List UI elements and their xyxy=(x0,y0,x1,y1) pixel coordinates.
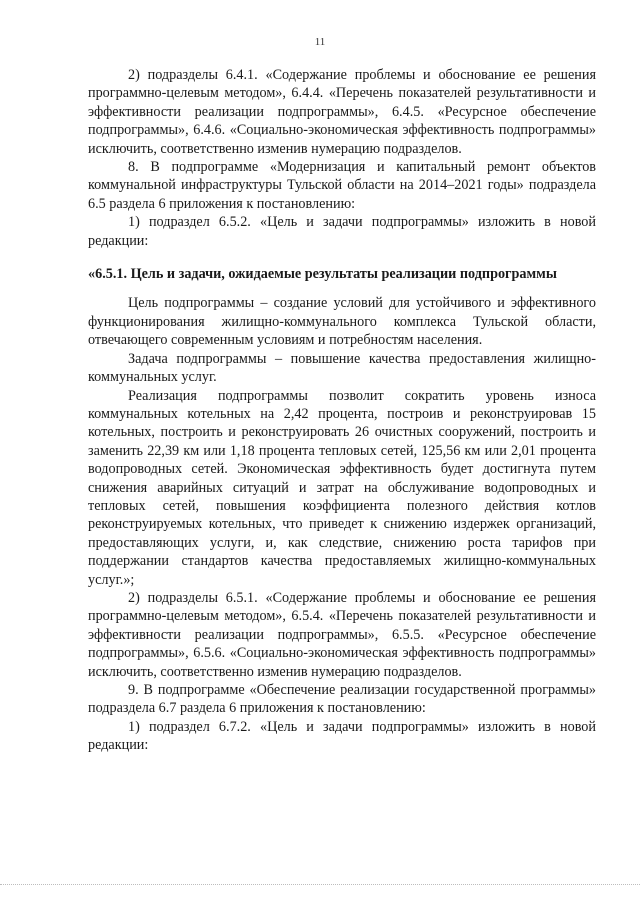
paragraph-subsection-6-5-2-new-edition: 1) подраздел 6.5.2. «Цель и задачи подпрограммы» изложить в новой редакции: xyxy=(88,214,596,249)
paragraph-subsection-6-7-2-new-edition: 1) подраздел 6.7.2. «Цель и задачи подпрограммы» изложить в новой редакции: xyxy=(88,718,596,754)
scan-edge-line xyxy=(0,884,640,885)
paragraph-item-8: 8. В подпрограмме «Модернизация и капитальный ремонт объектов коммунальной инфраструктуры Тульской области на 2014–2021 годы» подраздела 6.5 раздела 6 приложения к постановлению: xyxy=(88,159,596,212)
paragraph-implementation-results: Реализация подпрограммы позволит сократить уровень износа коммунальных котельных на 2,42 процента, построив и реконструировав 15 котельных, построить и реконструировать 26 очистных сооружений, построить и заменить 22,39 км или 1,18 процента тепловых сетей, 125,56 км или 2,01 процента водопроводных сетей. Экономическая эффективность будет достигнута путем снижения аварийных ситуаций и затрат на обслуживание водопроводных и тепловых сетей, повышения коэффициента полезного действия котлов реконструируемых котельных, что приведет к снижению издержек организаций, предоставляющих услуги, и, как следствие, снижению роста тарифов при поддержании стандартов качества предоставляемых жилищно-коммунальных услуг.»; xyxy=(88,387,596,588)
paragraph-subsections-6-5-excluded: 2) подразделы 6.5.1. «Содержание проблемы и обоснование ее решения программно-целевым методом», 6.5.4. «Перечень показателей результативности и эффективности реализации подпрограммы», 6.5.5. «Ресурсное обеспечение подпрограммы», 6.5.6. «Социально-экономическая эффективность подпрограммы» исключить, соответственно изменив нумерацию подразделов. xyxy=(88,589,596,680)
paragraph-subsections-6-4-excluded: 2) подразделы 6.4.1. «Содержание проблемы и обоснование ее решения программно-целевым методом», 6.4.4. «Перечень показателей результативности и эффективности реализации подпрограммы», 6.4.5. «Ресурсное обеспечение подпрограммы», 6.4.6. «Социально-экономическая эффективность подпрограммы» исключить, соответственно изменив нумерацию подразделов. xyxy=(88,67,596,157)
document-body xyxy=(88,66,596,755)
paragraph-goal: Цель подпрограммы – создание условий для устойчивого и эффективного функционирования жилищно-коммунального комплекса Тульской области, отвечающего современным условиям и потребностям населения. xyxy=(88,295,596,349)
section-heading-6-5-1: «6.5.1. Цель и задачи, ожидаемые результаты реализации подпрограммы xyxy=(88,266,557,283)
paragraph-task: Задача подпрограммы – повышение качества предоставления жилищно-коммунальных услуг. xyxy=(88,350,596,386)
paragraph-item-9: 9. В подпрограмме «Обеспечение реализации государственной программы» подраздела 6.7 раздела 6 приложения к постановлению: xyxy=(88,682,596,717)
page-number: 11 xyxy=(314,36,326,48)
